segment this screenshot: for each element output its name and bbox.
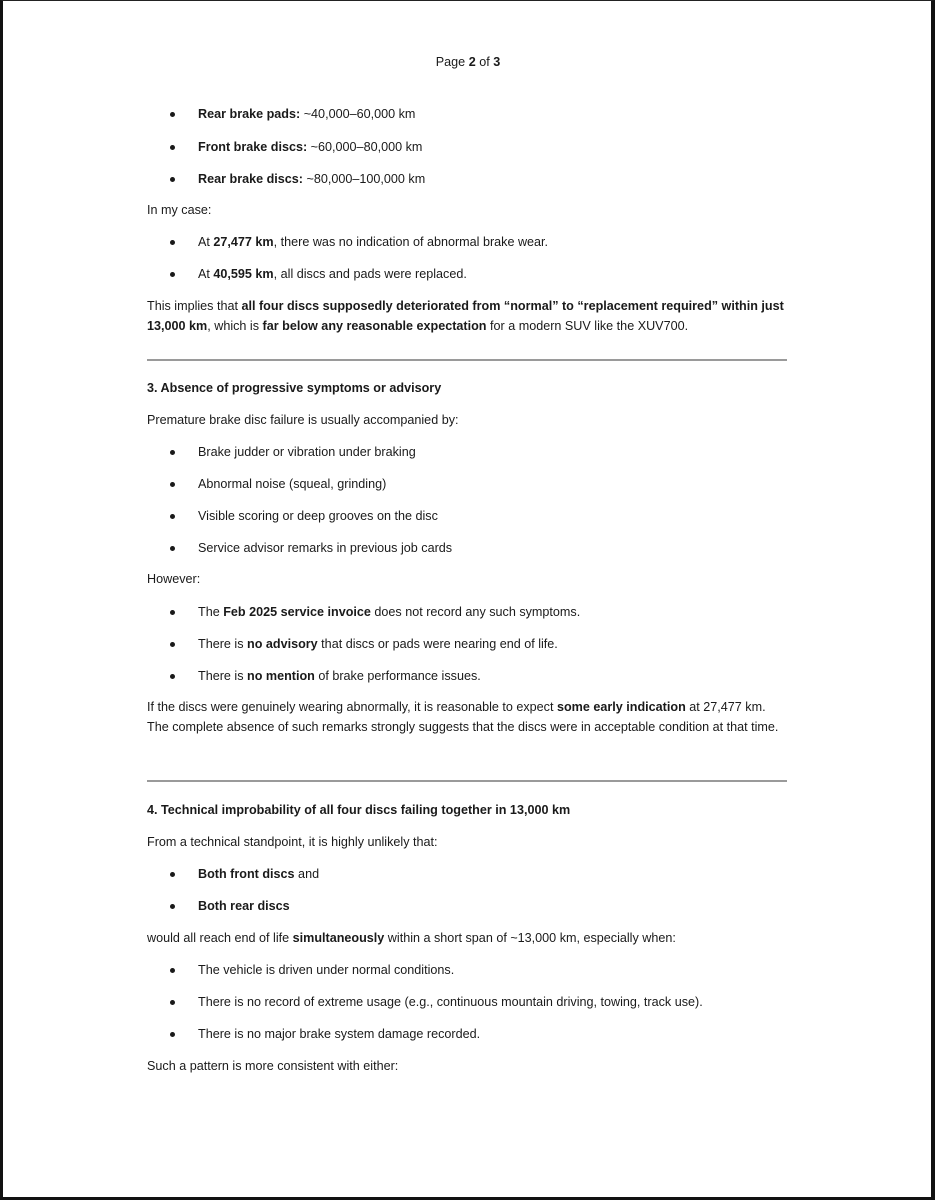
item-text: Visible scoring or deep grooves on the disc [198,509,438,523]
bullet-icon [170,674,175,679]
text-run: that discs or pads were nearing end of life. [317,637,558,651]
bullet-icon [170,240,175,245]
bullet-icon [170,145,175,150]
section-3-conclusion [147,697,789,737]
mileage-value: 27,477 km [213,235,274,249]
text-run: of brake performance issues. [314,669,481,683]
however-label: However: [147,572,201,586]
emphasis: far below any reasonable expectation [262,319,487,333]
item-text: The vehicle is driven under normal conditions. [198,963,455,977]
item-text: Abnormal noise (squeal, grinding) [198,477,387,491]
section-4-intro: From a technical standpoint, it is highly unlikely that: [147,835,438,849]
text-run: At [198,235,214,249]
bullet-icon [170,482,175,487]
bullet-icon [170,642,175,647]
bullet-icon [170,514,175,519]
bullet-icon [170,546,175,551]
bullet-icon [170,272,175,277]
item-label: Front brake discs: [198,140,308,154]
text-run: would all reach end of life [147,931,293,945]
text-run: If the discs were genuinely wearing abnormally, it is reasonable to expect [147,700,557,714]
mileage-value: 40,595 km [213,267,274,281]
closing-line: Such a pattern is more consistent with either: [147,1059,399,1073]
bullet-icon [170,968,175,973]
total-pages: 3 [493,55,501,69]
page-of-label: of [475,55,494,69]
bullet-icon [170,1032,175,1037]
implication-paragraph [147,296,789,336]
item-value: ~80,000–100,000 km [303,172,426,186]
item-label: Rear brake pads: [198,107,301,121]
bullet-icon [170,450,175,455]
page-number-header [147,52,789,72]
text-run: The [198,605,224,619]
page-label: Page [435,55,469,69]
item-text: Service advisor remarks in previous job cards [198,541,453,555]
text-run: within a short span of ~13,000 km, especially when: [384,931,676,945]
bullet-icon [170,872,175,877]
emphasis: Feb 2025 service invoice [223,605,371,619]
section-divider [147,359,787,361]
text-run: for a modern SUV like the XUV700. [486,319,689,333]
section-divider [147,780,787,782]
section-3-heading: 3. Absence of progressive symptoms or advisory [147,381,442,395]
text-run: There is [198,669,247,683]
item-text: There is no major brake system damage recorded. [198,1027,481,1041]
emphasis: Both front discs [198,867,295,881]
in-my-case-label: In my case: [147,203,212,217]
emphasis: Both rear discs [198,899,290,913]
item-text: Brake judder or vibration under braking [198,445,416,459]
bullet-icon [170,1000,175,1005]
emphasis: simultaneously [292,931,385,945]
text-run: , which is [207,319,263,333]
emphasis: no advisory [247,637,318,651]
text-run: and [294,867,320,881]
simultaneous-paragraph [147,928,789,948]
emphasis: all four discs supposedly deteriorated from “normal” to “replacement required” within just 13,000 km [147,299,784,333]
text-run: does not record any such symptoms. [370,605,581,619]
emphasis: no mention [247,669,315,683]
text-run: , there was no indication of abnormal brake wear. [273,235,549,249]
bullet-icon [170,610,175,615]
text-run: at 27,477 km. The complete absence of such remarks strongly suggests that the discs were in acceptable condition at that time. [147,700,779,734]
item-value: ~40,000–60,000 km [300,107,416,121]
text-run: , all discs and pads were replaced. [273,267,467,281]
bullet-icon [170,904,175,909]
item-value: ~60,000–80,000 km [307,140,423,154]
item-text: There is no record of extreme usage (e.g., continuous mountain driving, towing, track use). [198,995,703,1009]
bullet-icon [170,177,175,182]
current-page: 2 [468,55,476,69]
item-label: Rear brake discs: [198,172,304,186]
section-3-intro: Premature brake disc failure is usually accompanied by: [147,413,459,427]
text-run: At [198,267,214,281]
emphasis: some early indication [556,700,686,714]
text-run: There is [198,637,247,651]
section-4-heading: 4. Technical improbability of all four discs failing together in 13,000 km [147,803,571,817]
text-run: This implies that [147,299,242,313]
bullet-icon [170,112,175,117]
